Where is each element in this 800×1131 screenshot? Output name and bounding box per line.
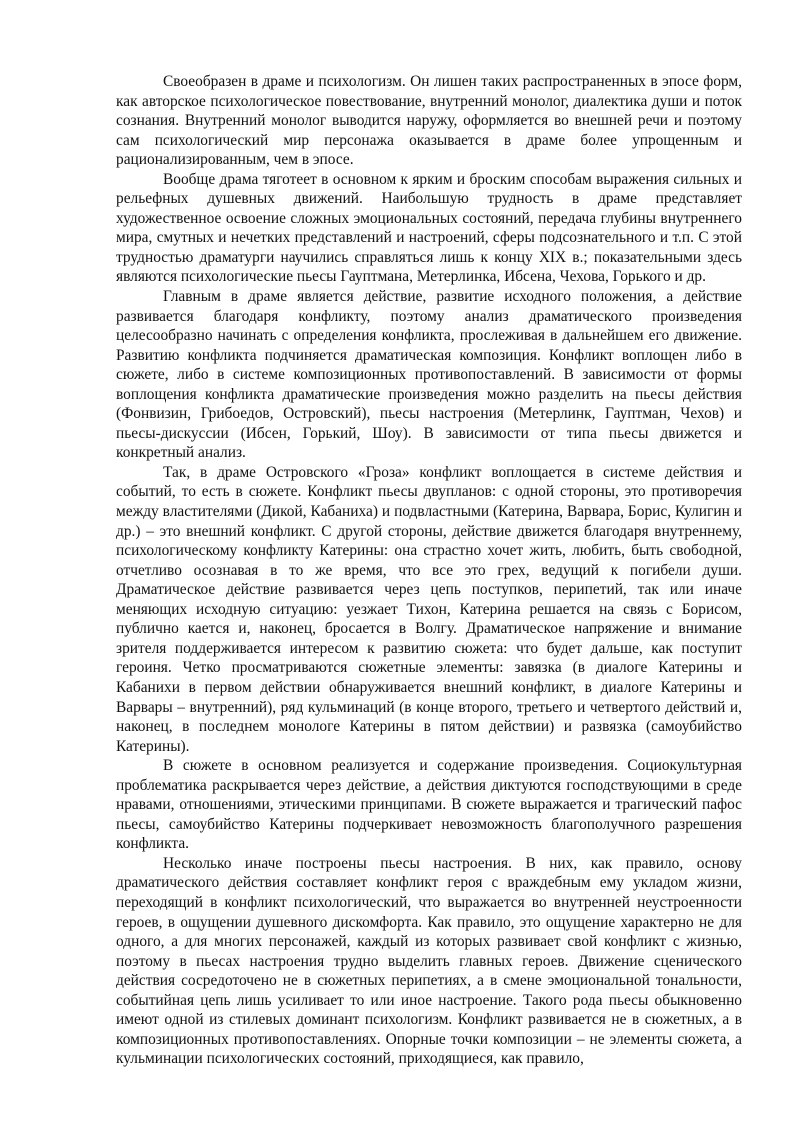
paragraph-action-conflict: Главным в драме является действие, развитие исходного положения, а действие развивается благодаря конфликту, поэтому анализ драматического произведения целесообразно начинать с определения конфликта, прослеживая в дальнейшем его движение. Развитию конфликта подчиняется драматическая композиция. Конфликт воплощен либо в сюжете, либо в системе композиционных противопоставлений. В зависимости от формы воплощения конфликта драматические произведения можно разделить на пьесы действия (Фонвизин, Грибоедов, Островский), пьесы настроения (Метерлинк, Гауптман, Чехов) и пьесы-дискуссии (Ибсен, Горький, Шоу). В зависимости от типа пьесы движется и конкретный анализ. bbox=[116, 288, 742, 462]
paragraph-mood-plays: Несколько иначе построены пьесы настроения. В них, как правило, основу драматического действия составляет конфликт героя с враждебным ему укладом жизни, переходящий в конфликт психологический, что выражается во внутренней неустроенности героев, в ощущении душевного дискомфорта. Как правило, это ощущение характерно не для одного, а для многих персонажей, каждый из которых развивает свой конфликт с жизнью, поэтому в пьесах настроения трудно выделить главных героев. Движение сценического действия сосредоточено не в сюжетных перипетиях, а в смене эмоциональной тональности, событийная цепь лишь усиливает то или иное настроение. Такого рода пьесы обыкновенно имеют одной из стилевых доминант психологизм. Конфликт развивается не в сюжетных, а в композиционных противопоставлениях. Опорные точки композиции – не элементы сюжета, а кульминации психологических состояний, приходящиеся, как правило, bbox=[116, 854, 742, 1068]
paragraph-psychologism: Своеобразен в драме и психологизм. Он лишен таких распространенных в эпосе форм, как авторское психологическое повествование, внутренний монолог, диалектика души и поток сознания. Внутренний монолог выводится наружу, оформляется во внешней речи и поэтому сам психологический мир персонажа оказывается в драме более упрощенным и рационализированным, чем в эпосе. bbox=[116, 73, 742, 169]
paragraph-plot-content: В сюжете в основном реализуется и содержание произведения. Социокультурная проблематика раскрывается через действие, а действия диктуются господствующими в среде нравами, отношениями, этическими принципами. В сюжете выражается и трагический пафос пьесы, самоубийство Катерины подчеркивает невозможность благополучного разрешения конфликта. bbox=[116, 757, 742, 853]
document-page bbox=[116, 72, 742, 1069]
paragraph-groza-analysis: Так, в драме Островского «Гроза» конфликт воплощается в системе действия и событий, то есть в сюжете. Конфликт пьесы двупланов: с одной стороны, это противоречия между властителями (Дикой, Кабаниха) и подвластными (Катерина, Варвара, Борис, Кулигин и др.) – это внешний конфликт. С другой стороны, действие движется благодаря внутреннему, психологическому конфликту Катерины: она страстно хочет жить, любить, быть свободной, отчетливо осознавая в то же время, что все это грех, ведущий к погибели души. Драматическое действие развивается через цепь поступков, перипетий, так или иначе меняющих исходную ситуацию: уезжает Тихон, Катерина решается на связь с Борисом, публично кается и, наконец, бросается в Волгу. Драматическое напряжение и внимание зрителя поддерживается интересом к развитию сюжета: что будет дальше, как поступит героиня. Четко просматриваются сюжетные элементы: завязка (в диалоге Катерины и Кабанихи в первом действии обнаруживается внешний конфликт, в диалоге Катерины и Варвары – внутренний), ряд кульминаций (в конце второго, третьего и четвертого действий и, наконец, в последнем монологе Катерины в пятом действии) и развязка (самоубийство Катерины). bbox=[116, 463, 742, 755]
paragraph-strong-emotions: Вообще драма тяготеет в основном к ярким и броским способам выражения сильных и рельефных душевных движений. Наибольшую трудность в драме представляет художественное освоение сложных эмоциональных состояний, передача глубины внутреннего мира, смутных и нечетких представлений и настроений, сферы подсознательного и т.п. С этой трудностью драматурги научились справляться лишь к концу XIX в.; показательными здесь являются психологические пьесы Гауптмана, Метерлинка, Ибсена, Чехова, Горького и др. bbox=[116, 170, 742, 286]
